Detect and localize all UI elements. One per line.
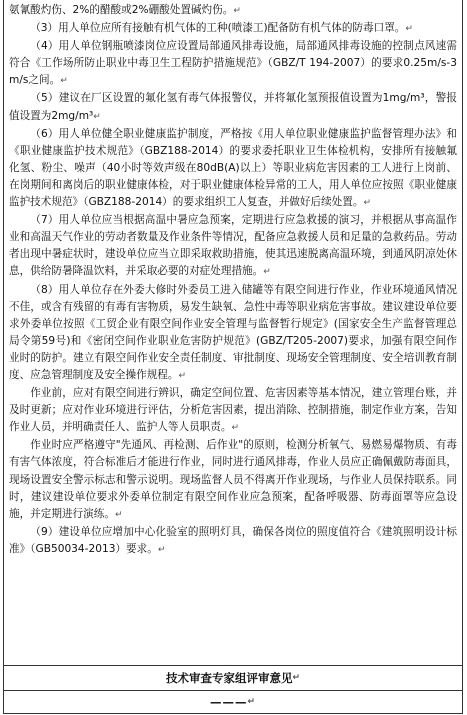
paragraph: （7）用人单位应当根据高温中暑应急预案，定期进行应急救援的演习，并根据从事高温作业和高温天气作业的劳动者数量及作业条件等情况，配备应急救援人员和足量的急救药品。劳动者出现中暑症状时，建设单位应当立即采取救助措施，使其迅速脱离高温环境，到通风阴凉处休息，供给防暑降温饮料，并采取必要的对症处理措施。↵: [9, 214, 457, 278]
paragraph: 作业时应严格遵守"先通风、再检测、后作业"的原则，检测分析氧气、易燃易爆物质、有毒有害气体浓度，符合标准后才能进行作业，同时进行通风排毒，作业人员应正确佩戴防毒面具，现场设置安全警示标志和警示说明。现场监督人员不得离开作业现场，与作业人员保持联系。同时，建议建设单位要求外委单位制定有限空间作业应急预案，配备呼吸器、防毒面罩等应急设施，并定期进行演练。↵: [9, 439, 457, 520]
document-page: [3, 0, 463, 714]
paragraph: （6）用人单位健全职业健康监护制度，严格按《用人单位职业健康监护监督管理办法》和《职业健康监护技术规范》（GBZ188-2014）的要求委托职业卫生体检机构，安排所有接触氟化氢、粉尘、噪声（40小时等效声级在80dB(A)以上）等职业病危害因素的工人进行上岗前、在岗期间和离岗后的职业健康体检，对于职业健康体检异常的工人，用人单位应按照《职业健康监护技术规范》（GBZ188-2014）的要求组织工人复查，并做好后续处置。↵: [9, 127, 457, 209]
paragraph: 氨氰酸灼伤、2%的醋酸或2%硼酸处置碱灼伤。↵: [9, 4, 241, 16]
review-title: 技术审查专家组评审意见: [165, 671, 293, 685]
paragraph: （8）用人单位存在外委大修时外委员工进入储罐等有限空间进行作业，作业环境通风情况不佳，或含有残留的有毒有害物质，易发生缺氧、急性中毒等职业病危害事故。建议建设单位要求外委单位按照《工贸企业有限空间作业安全管理与监督暂行规定》(国家安全生产监督管理总局令第59号)和《密闭空间作业职业危害防护规范》(GBZ/T205-2007)要求，加强有限空间作业时的防护。建立有限空间作业安全责任制度、审批制度、现场安全管理制度、安全培训教育制度、应急管理制度及安全操作规程。↵: [9, 283, 457, 381]
review-title-cell: 技术审查专家组评审意见 ↵: [165, 671, 301, 685]
paragraph: （5）建议在厂区设置的氟化氢有毒气体报警仪，并将氟化氢预报值设置为1mg/m³，警报值设置为2mg/m³↵: [9, 92, 457, 122]
recommendations-cell: [4, 0, 462, 665]
review-dash: ———: [209, 695, 248, 709]
paragraph: （4）用人单位钢瓶喷漆岗位应设置局部通风排毒设施，局部通风排毒设施的控制点风速需符合《工作场所防止职业中毒卫生工程防护措施规范》（GBZ/T 194-2007）的要求0.25m/s-3m/s之间。↵: [9, 40, 457, 87]
paragraph: （3）用人单位应所有接触有机气体的工种(喷漆工)配备防有机气体的防毒口罩。↵: [30, 22, 413, 35]
review-content-cell: ——— ↵: [209, 695, 257, 709]
paragraph: （9）建设单位应增加中心化验室的照明灯具，确保各岗位的照度值符合《建筑照明设计标准》（GB50034-2013）要求。↵: [9, 525, 457, 555]
paragraph: 作业前，应对有限空间进行辨识，确定空间位置、危害因素等基本情况，建立管理台账，并及时更新；应对作业环境进行评估，分析危害因素，提出消除、控制措施，制定作业方案，告知作业人员，并明确责任人、监护人等人员职责。↵: [9, 387, 457, 434]
